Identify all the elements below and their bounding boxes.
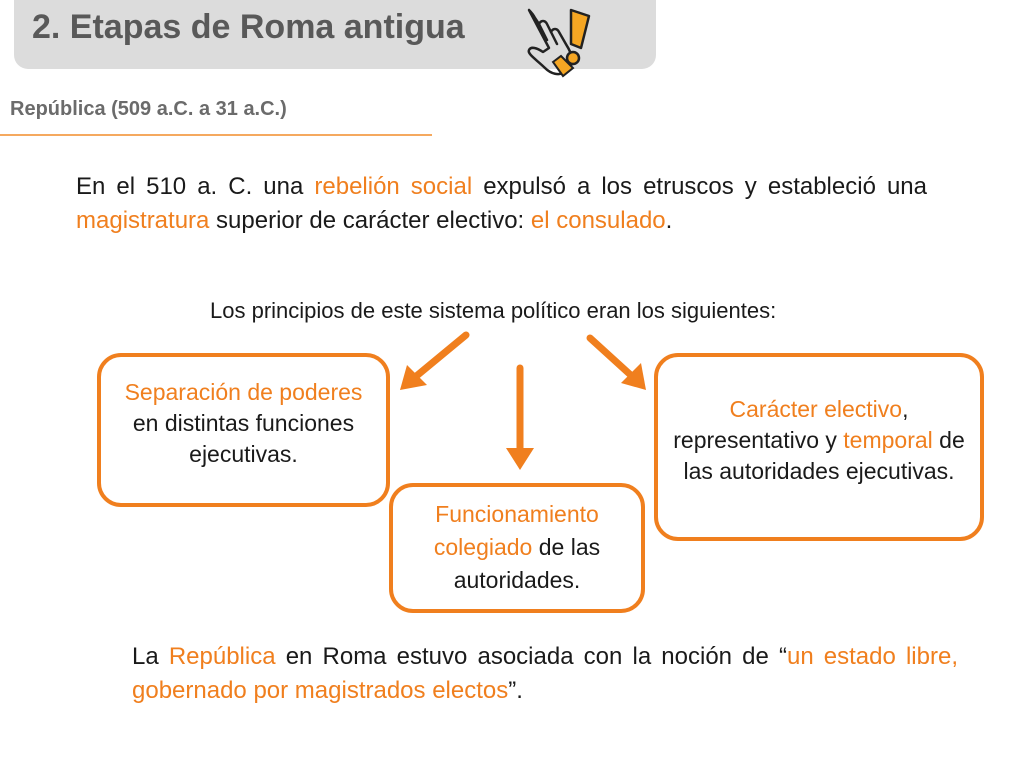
intro-paragraph: En el 510 a. C. una rebelión social expulsó a los etruscos y estableció una magistratura superior de carácter electivo: el consulado. — [76, 173, 928, 234]
principle-box-separation: Separación de poderes en distintas funciones ejecutivas. — [97, 353, 390, 507]
arrow-left — [414, 335, 466, 378]
arrow-down-head — [506, 448, 534, 470]
principles-label: Los principios de este sistema político eran los siguientes: — [210, 298, 777, 323]
principle-box-electoral: Carácter electivo, representativo y temporal de las autoridades ejecutivas. — [654, 353, 984, 541]
page-title: 2. Etapas de Roma antigua — [32, 8, 465, 46]
closing-paragraph: La República en Roma estuvo asociada con la noción de “un estado libre, gobernado por magistrados electos”. — [132, 643, 958, 704]
arrow-right — [590, 338, 634, 378]
principle-box-collegiate: Funcionamiento colegiado de las autoridades. — [389, 483, 645, 613]
section-subtitle: República (509 a.C. a 31 a.C.) — [10, 98, 287, 120]
